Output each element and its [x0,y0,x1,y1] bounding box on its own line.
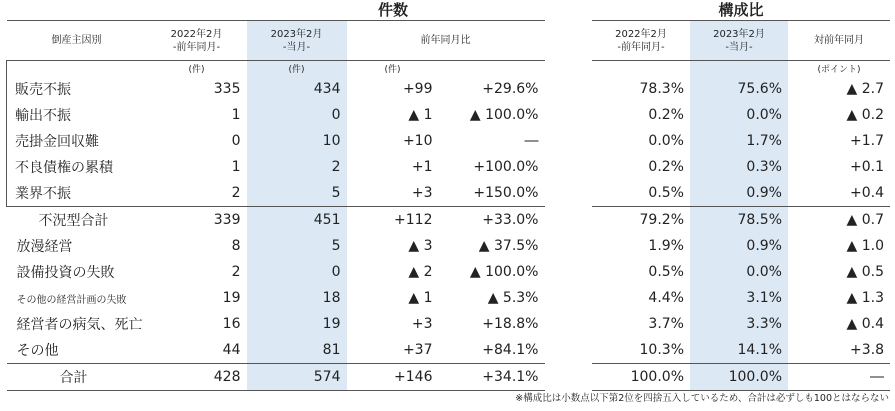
unit-ken: (件) [247,61,347,77]
ratio-point-change: +0.1 [850,159,884,175]
ratio-point-change: ▲ 0.7 [788,207,890,234]
row-label: 不況型合計 [7,207,147,234]
ratio-point-change: +0.4 [850,185,884,201]
count-2023: 0 [247,102,347,128]
table-row [592,259,890,285]
row-label: 売掛金回収難 [7,128,147,154]
ratio-point-change: ▲ 2.7 [846,81,884,97]
count-2022: 428 [147,364,247,391]
count-2022: 19 [222,290,241,306]
ratio-2023: 1.7% [690,128,788,154]
ratio-2022: 78.3% [639,81,684,97]
count-2023: 10 [247,128,347,154]
table-row [7,180,545,207]
ratio-2023: 75.6% [690,76,788,102]
row-label: 経営者の病気、死亡 [16,317,143,333]
ratio-2023: 0.0% [690,102,788,128]
count-2022: 16 [222,316,241,332]
table-row [7,285,545,311]
count-diff: ▲ 1 [408,290,433,306]
ratio-title: 構成比 [718,1,764,19]
count-2022: 0 [231,133,241,149]
header-ratio-2022: 2022年2月 -前年同月- [592,21,690,61]
row-label: 設備投資の失敗 [16,265,115,281]
footnote: ※構成比は小数点以下第2位を四捨五入しているため、合計は必ずしも100とはならない [515,393,889,404]
count-diff: +37 [402,342,433,358]
row-label: 輸出不振 [7,102,147,128]
count-pct: ▲ 100.0% [469,107,539,123]
ratio-2023: 0.0% [690,259,788,285]
table-row [592,337,890,364]
table-row [592,364,890,391]
ratio-2022: 4.4% [648,290,684,306]
count-diff: ▲ 2 [408,264,433,280]
header-vs-prev: 対前年同月 [788,21,890,61]
count-2023: 19 [247,311,347,337]
count-2022: 335 [213,81,241,97]
count-2023: 0 [247,259,347,285]
table-row [592,311,890,337]
ratio-point-change: +3.8 [850,342,884,358]
ratio-table [592,20,890,391]
table-row [7,259,545,285]
row-label: 放漫経営 [16,239,73,255]
unit-point: (ポイント) [817,65,861,75]
count-diff: +3 [411,185,433,201]
count-2023: 451 [247,207,347,234]
table-row [7,311,545,337]
row-label: その他の経営計画の失敗 [16,294,127,306]
unit-ken: (件) [188,65,205,75]
table-row [7,337,545,364]
header-yoy: 前年同月比 [347,21,545,61]
row-label: 販売不振 [7,76,147,102]
row-label: 合計 [7,364,147,391]
header-cause: 倒産主因別 [7,21,147,61]
ratio-2023: 0.9% [690,180,788,207]
count-diff: +3 [411,316,433,332]
count-pct: +33.0% [439,207,545,234]
table-row [592,233,890,259]
table-row [592,76,890,102]
count-2023: 574 [247,364,347,391]
count-pct: ▲ 5.3% [487,290,539,306]
ratio-point-change: ▲ 0.5 [846,264,884,280]
count-2022: 1 [231,107,241,123]
ratio-2022: 10.3% [639,342,684,358]
table-row [7,76,545,102]
table-row [7,364,545,391]
row-label: 業界不振 [7,180,147,207]
count-pct: ▲ 100.0% [469,264,539,280]
count-pct: +34.1% [439,364,545,391]
count-diff: +112 [347,207,439,234]
ratio-point-change: ▲ 1.0 [846,238,884,254]
table-row [7,233,545,259]
table-row [7,102,545,128]
ratio-2022: 0.5% [648,264,684,280]
count-2022: 44 [222,342,241,358]
count-diff: +99 [402,81,433,97]
count-pct: +100.0% [473,159,539,175]
ratio-2023: 0.9% [690,233,788,259]
count-2023: 81 [247,337,347,364]
ratio-point-change: ― [788,364,890,391]
ratio-2022: 0.2% [648,107,684,123]
ratio-point-change: ▲ 0.2 [846,107,884,123]
ratio-2023: 0.3% [690,154,788,180]
count-pct: +29.6% [482,81,539,97]
count-pct: +150.0% [473,185,539,201]
ratio-2023: 78.5% [690,207,788,234]
count-diff: ▲ 1 [408,107,433,123]
table-row [592,102,890,128]
count-2022: 2 [231,185,241,201]
count-2022: 1 [231,159,241,175]
ratio-2023: 3.3% [690,311,788,337]
row-label: その他 [16,343,59,359]
count-2023: 434 [247,76,347,102]
header-ratio-2023: 2023年2月 -当月- [690,21,788,61]
table-row [592,207,890,234]
count-2022: 2 [231,264,241,280]
ratio-2022: 0.2% [648,159,684,175]
ratio-2022: 1.9% [648,238,684,254]
ratio-2022: 79.2% [592,207,690,234]
count-2022: 339 [147,207,247,234]
ratio-2023: 3.1% [690,285,788,311]
header-2023: 2023年2月 -当月- [247,21,347,61]
row-label: 不良債権の累積 [7,154,147,180]
count-diff: +10 [402,133,433,149]
ratio-2023: 100.0% [690,364,788,391]
header-2022: 2022年2月 -前年同月- [147,21,247,61]
count-pct: +84.1% [482,342,539,358]
table-row [592,154,890,180]
counts-title: 件数 [377,1,408,19]
count-pct: +18.8% [482,316,539,332]
ratio-2023: 14.1% [690,337,788,364]
table-row [7,154,545,180]
table-row [7,207,545,234]
count-diff: +1 [411,159,433,175]
ratio-2022: 0.0% [648,133,684,149]
count-pct: ▲ 37.5% [478,238,539,254]
ratio-2022: 0.5% [648,185,684,201]
ratio-point-change: +1.7 [850,133,884,149]
count-2023: 18 [247,285,347,311]
count-2023: 5 [247,180,347,207]
table-row [7,128,545,154]
count-pct: ― [524,133,539,149]
count-2023: 5 [247,233,347,259]
ratio-2022: 100.0% [592,364,690,391]
count-2023: 2 [247,154,347,180]
count-2022: 8 [231,238,241,254]
ratio-point-change: ▲ 1.3 [846,290,884,306]
count-diff: +146 [347,364,439,391]
table-row [592,128,890,154]
count-diff: ▲ 3 [408,238,433,254]
unit-ken: (件) [384,65,401,75]
table-row [592,285,890,311]
table-row [592,180,890,207]
ratio-2022: 3.7% [648,316,684,332]
counts-table [6,20,545,391]
ratio-point-change: ▲ 0.4 [846,316,884,332]
